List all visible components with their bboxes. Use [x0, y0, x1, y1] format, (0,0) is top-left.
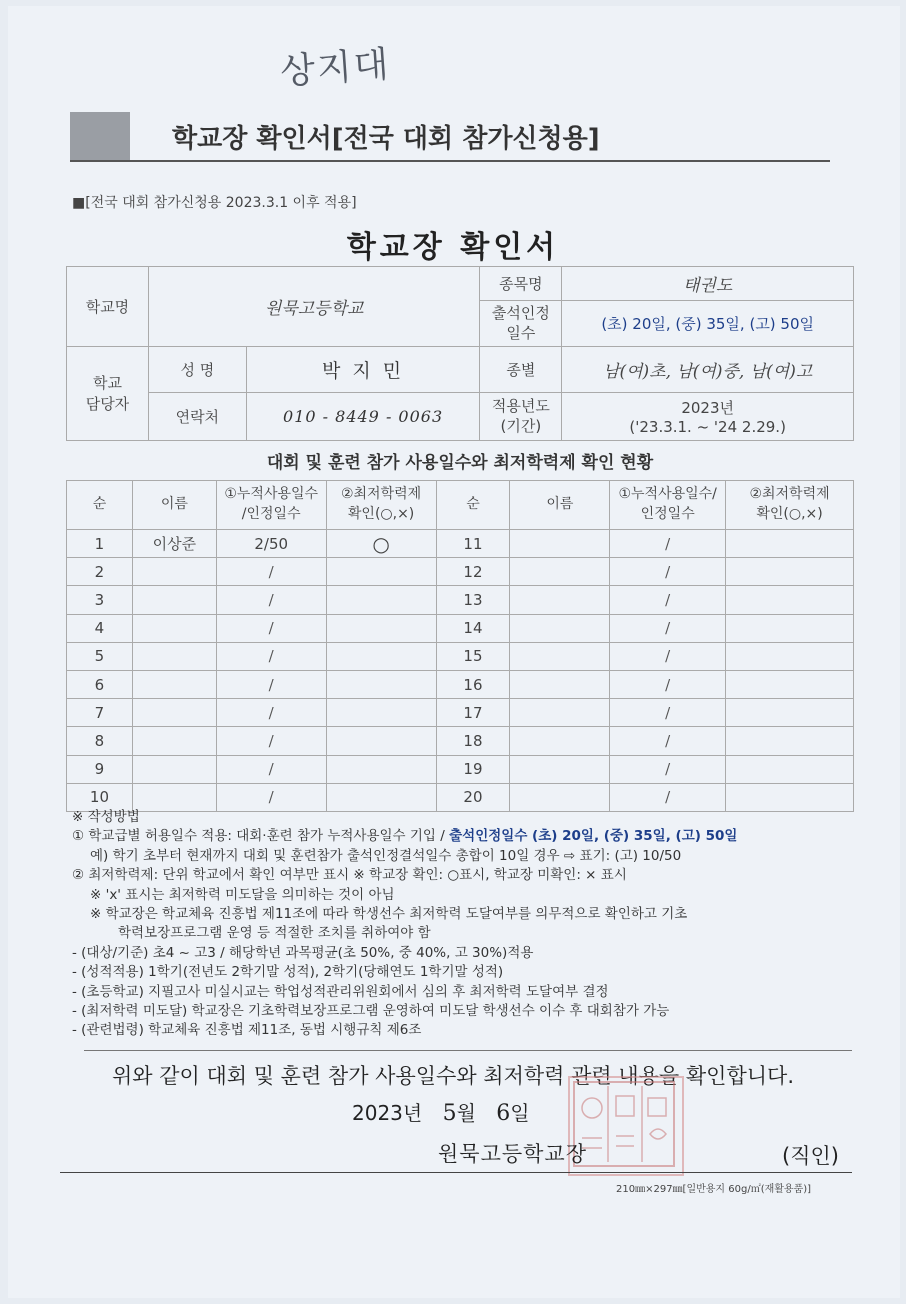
note-1-example: 예) 학기 초부터 현재까지 대회 및 훈련참가 출석인정결석일수 총합이 10일 경우 ⇨ 표기: (고) 10/50 [90, 847, 682, 864]
row-check [326, 558, 436, 586]
row-no: 7 [67, 699, 133, 727]
row-check: ○ [326, 530, 436, 558]
row-name [510, 558, 610, 586]
col-header-check-1: ②최저학력제 확인(○,×) [326, 481, 436, 530]
paper-spec: 210㎜×297㎜[일반용지 60g/㎡(재활용품)] [616, 1184, 812, 1195]
row-name [132, 699, 216, 727]
row-check [726, 755, 854, 783]
phone-label: 연락처 [148, 393, 246, 441]
bottom-rule [60, 1172, 852, 1173]
row-days: / [216, 755, 326, 783]
table-row [67, 558, 854, 586]
row-no: 15 [436, 642, 510, 670]
row-no: 12 [436, 558, 510, 586]
confirmation-statement: 위와 같이 대회 및 훈련 참가 사용일수와 최저학력 관련 내용을 확인합니다. [111, 1064, 794, 1088]
table-row [67, 699, 854, 727]
row-days: / [610, 670, 726, 698]
attendance-value: (초) 20일, (중) 35일, (고) 50일 [562, 301, 854, 347]
row-no: 10 [67, 783, 133, 811]
event-value: 태권도 [562, 267, 854, 301]
contact-group-label: 학교 담당자 [67, 347, 149, 441]
row-days: / [216, 727, 326, 755]
table-row [67, 670, 854, 698]
document-title: 학교장 확인서 [346, 230, 560, 265]
row-days: / [610, 755, 726, 783]
row-name [510, 755, 610, 783]
row-no: 2 [67, 558, 133, 586]
school-value: 원묵고등학교 [148, 267, 480, 347]
row-name [132, 670, 216, 698]
row-no: 17 [436, 699, 510, 727]
section-divider [84, 1050, 852, 1051]
row-days: / [216, 642, 326, 670]
row-days: / [216, 614, 326, 642]
date-line [352, 1097, 530, 1126]
date-day-number: 6 [496, 1101, 511, 1126]
row-no: 11 [436, 530, 510, 558]
table-row [67, 755, 854, 783]
row-name [510, 699, 610, 727]
row-check [326, 699, 436, 727]
row-check [726, 586, 854, 614]
name-label: 성 명 [148, 347, 246, 393]
row-days: / [216, 783, 326, 811]
row-days: / [216, 558, 326, 586]
row-name [510, 642, 610, 670]
status-table [66, 480, 854, 812]
row-name [510, 670, 610, 698]
row-name [132, 755, 216, 783]
row-check [326, 614, 436, 642]
date-day-unit: 일 [510, 1101, 530, 1125]
row-check [326, 755, 436, 783]
row-check [726, 699, 854, 727]
row-days: / [610, 614, 726, 642]
row-days: / [610, 699, 726, 727]
row-no: 16 [436, 670, 510, 698]
header-rule [70, 160, 830, 162]
row-no: 1 [67, 530, 133, 558]
col-header-no-2: 순 [436, 481, 510, 530]
row-days: / [610, 727, 726, 755]
applied-note: ■[전국 대회 참가신청용 2023.3.1 이후 적용] [72, 195, 357, 211]
row-days: / [216, 586, 326, 614]
row-days: / [610, 530, 726, 558]
row-days: / [610, 558, 726, 586]
table-row [67, 530, 854, 558]
table-row [67, 614, 854, 642]
row-no: 18 [436, 727, 510, 755]
note-detail-3: - (초등학교) 지필고사 미실시교는 학업성적관리위원회에서 심의 후 최저학력 도달여부 결정 [72, 983, 609, 1000]
phone-value: 010 - 8449 - 0063 [246, 393, 480, 441]
row-name [132, 727, 216, 755]
row-no: 20 [436, 783, 510, 811]
row-name [510, 727, 610, 755]
row-check [726, 614, 854, 642]
note-2: ② 최저학력제: 단위 학교에서 확인 여부만 표시 ※ 학교장 확인: ○표시, 학교장 미확인: × 표시 [72, 867, 627, 884]
row-check [726, 670, 854, 698]
header-gray-block [70, 112, 130, 162]
row-name [132, 642, 216, 670]
seal-label: (직인) [782, 1144, 839, 1168]
period-year: 2023년 [681, 399, 734, 417]
event-label: 종목명 [480, 267, 562, 301]
date-year: 2023년 [352, 1101, 423, 1125]
handwritten-note: 상지대 [278, 44, 392, 93]
row-name [132, 614, 216, 642]
row-name [510, 614, 610, 642]
col-header-days-2: ①누적사용일수/ 인정일수 [610, 481, 726, 530]
row-no: 5 [67, 642, 133, 670]
row-check [326, 727, 436, 755]
school-label: 학교명 [67, 267, 149, 347]
name-value: 박 지 민 [246, 347, 480, 393]
row-check [326, 642, 436, 670]
gender-value: 남(여)초, 남(여)중, 남(여)고 [562, 347, 854, 393]
principal-name: 원묵고등학교장 [438, 1142, 588, 1166]
period-cell [562, 393, 854, 441]
row-check [326, 670, 436, 698]
header-title: 학교장 확인서[전국 대회 참가신청용] [172, 124, 600, 154]
note-detail-5: - (관련법령) 학교체육 진흥법 제11조, 동법 시행규칙 제6조 [72, 1022, 422, 1039]
note-1-bold: 출석인정일수 (초) 20일, (중) 35일, (고) 50일 [449, 828, 738, 845]
period-label: 적용년도 (기간) [480, 393, 562, 441]
row-no: 4 [67, 614, 133, 642]
row-check [726, 642, 854, 670]
col-header-no-1: 순 [67, 481, 133, 530]
row-no: 9 [67, 755, 133, 783]
row-check [326, 586, 436, 614]
row-no: 13 [436, 586, 510, 614]
row-days: / [610, 642, 726, 670]
note-2-sub2b: 학력보장프로그램 운영 등 적절한 조치를 취하여야 함 [118, 925, 431, 942]
row-no: 19 [436, 755, 510, 783]
col-header-name-2: 이름 [510, 481, 610, 530]
row-days: / [610, 783, 726, 811]
row-days: / [610, 586, 726, 614]
row-name [510, 530, 610, 558]
note-detail-4: - (최저학력 미도달) 학교장은 기초학력보장프로그램 운영하여 미도달 학생선수 이수 후 대회참가 가능 [72, 1003, 670, 1020]
period-range: ('23.3.1. ~ '24 2.29.) [629, 418, 786, 436]
row-days: 2/50 [216, 530, 326, 558]
date-month-unit: 월 [456, 1101, 476, 1125]
row-name: 이상준 [132, 530, 216, 558]
notes-heading: ※ 작성방법 [72, 809, 140, 825]
note-2-sub1: ※ 'x' 표시는 최저학력 미도달을 의미하는 것이 아님 [90, 886, 395, 903]
row-days: / [216, 699, 326, 727]
row-days: / [216, 670, 326, 698]
note-2-sub2: ※ 학교장은 학교체육 진흥법 제11조에 따라 학생선수 최저학력 도달여부를 의무적으로 확인하고 기초 [90, 906, 688, 923]
table-row [67, 642, 854, 670]
table-row [67, 586, 854, 614]
row-name [132, 586, 216, 614]
date-month-number: 5 [442, 1101, 457, 1126]
row-check [726, 558, 854, 586]
note-1 [72, 827, 862, 846]
info-table [66, 266, 854, 441]
col-header-name-1: 이름 [132, 481, 216, 530]
status-title: 대회 및 훈련 참가 사용일수와 최저학력제 확인 현황 [266, 453, 654, 473]
instructions-section [72, 808, 862, 1041]
table-row [67, 727, 854, 755]
row-no: 6 [67, 670, 133, 698]
col-header-check-2: ②최저학력제 확인(○,×) [726, 481, 854, 530]
attendance-label: 출석인정 일수 [480, 301, 562, 347]
row-check [726, 530, 854, 558]
row-no: 8 [67, 727, 133, 755]
col-header-days-1: ①누적사용일수 /인정일수 [216, 481, 326, 530]
row-check [726, 727, 854, 755]
row-no: 3 [67, 586, 133, 614]
row-name [132, 558, 216, 586]
note-1-text: ① 학교급별 허용일수 적용: 대회·훈련 참가 누적사용일수 기입 / [72, 828, 450, 845]
note-detail-1: - (대상/기준) 초4 ~ 고3 / 해당학년 과목평균(초 50%, 중 40%, 고 30%)적용 [72, 944, 534, 961]
gender-label: 종별 [480, 347, 562, 393]
row-no: 14 [436, 614, 510, 642]
row-name [510, 586, 610, 614]
note-detail-2: - (성적적용) 1학기(전년도 2학기말 성적), 2학기(당해연도 1학기말 성적) [72, 964, 504, 981]
